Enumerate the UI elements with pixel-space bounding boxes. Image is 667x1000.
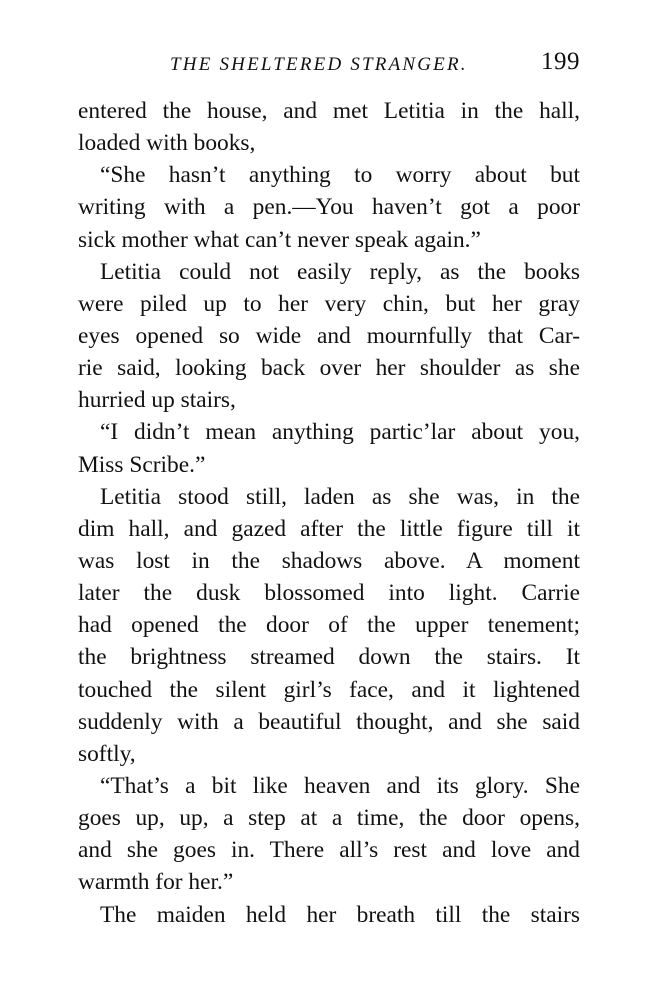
text-line: was lost in the shadows above. A moment: [78, 547, 580, 574]
body-text: [78, 95, 580, 931]
text-line: and she goes in. There all’s rest and love and: [78, 837, 580, 864]
running-title: THE SHELTERED STRANGER.: [170, 54, 468, 75]
text-line: entered the house, and met Letitia in the hall,: [78, 98, 580, 124]
text-line: The maiden held her breath till the stairs: [100, 901, 580, 928]
text-line: warmth for her.”: [78, 869, 234, 896]
text-line: goes up, up, a step at a time, the door opens,: [78, 805, 580, 832]
text-line: softly,: [78, 740, 136, 767]
text-line: the brightness streamed down the stairs. It: [78, 644, 580, 671]
text-line: later the dusk blossomed into light. Carrie: [78, 580, 580, 607]
text-line: hurried up stairs,: [78, 387, 236, 414]
running-header: [78, 48, 584, 82]
text-line: were piled up to her very chin, but her gray: [78, 290, 580, 317]
text-line: writing with a pen.—You haven’t got a poor: [78, 194, 580, 221]
text-line: suddenly with a beautiful thought, and she said: [78, 708, 580, 735]
text-line: eyes opened so wide and mournfully that Car-: [78, 322, 580, 349]
text-line: dim hall, and gazed after the little figure till it: [78, 515, 580, 542]
text-line: “That’s a bit like heaven and its glory. She: [100, 772, 580, 799]
text-line: Letitia could not easily reply, as the books: [100, 258, 580, 285]
text-line: rie said, looking back over her shoulder as she: [78, 355, 580, 382]
text-line: “She hasn’t anything to worry about but: [100, 162, 580, 189]
text-line: loaded with books,: [78, 130, 256, 157]
text-line: Miss Scribe.”: [78, 451, 206, 478]
text-line: touched the silent girl’s face, and it lightened: [78, 676, 580, 703]
text-line: sick mother what can’t never speak again.”: [78, 226, 481, 253]
text-line: Letitia stood still, laden as she was, in the: [100, 483, 580, 510]
text-line: had opened the door of the upper tenement;: [78, 612, 580, 639]
page-number: 199: [541, 48, 580, 75]
text-line: “I didn’t mean anything partic’lar about you,: [100, 419, 580, 446]
